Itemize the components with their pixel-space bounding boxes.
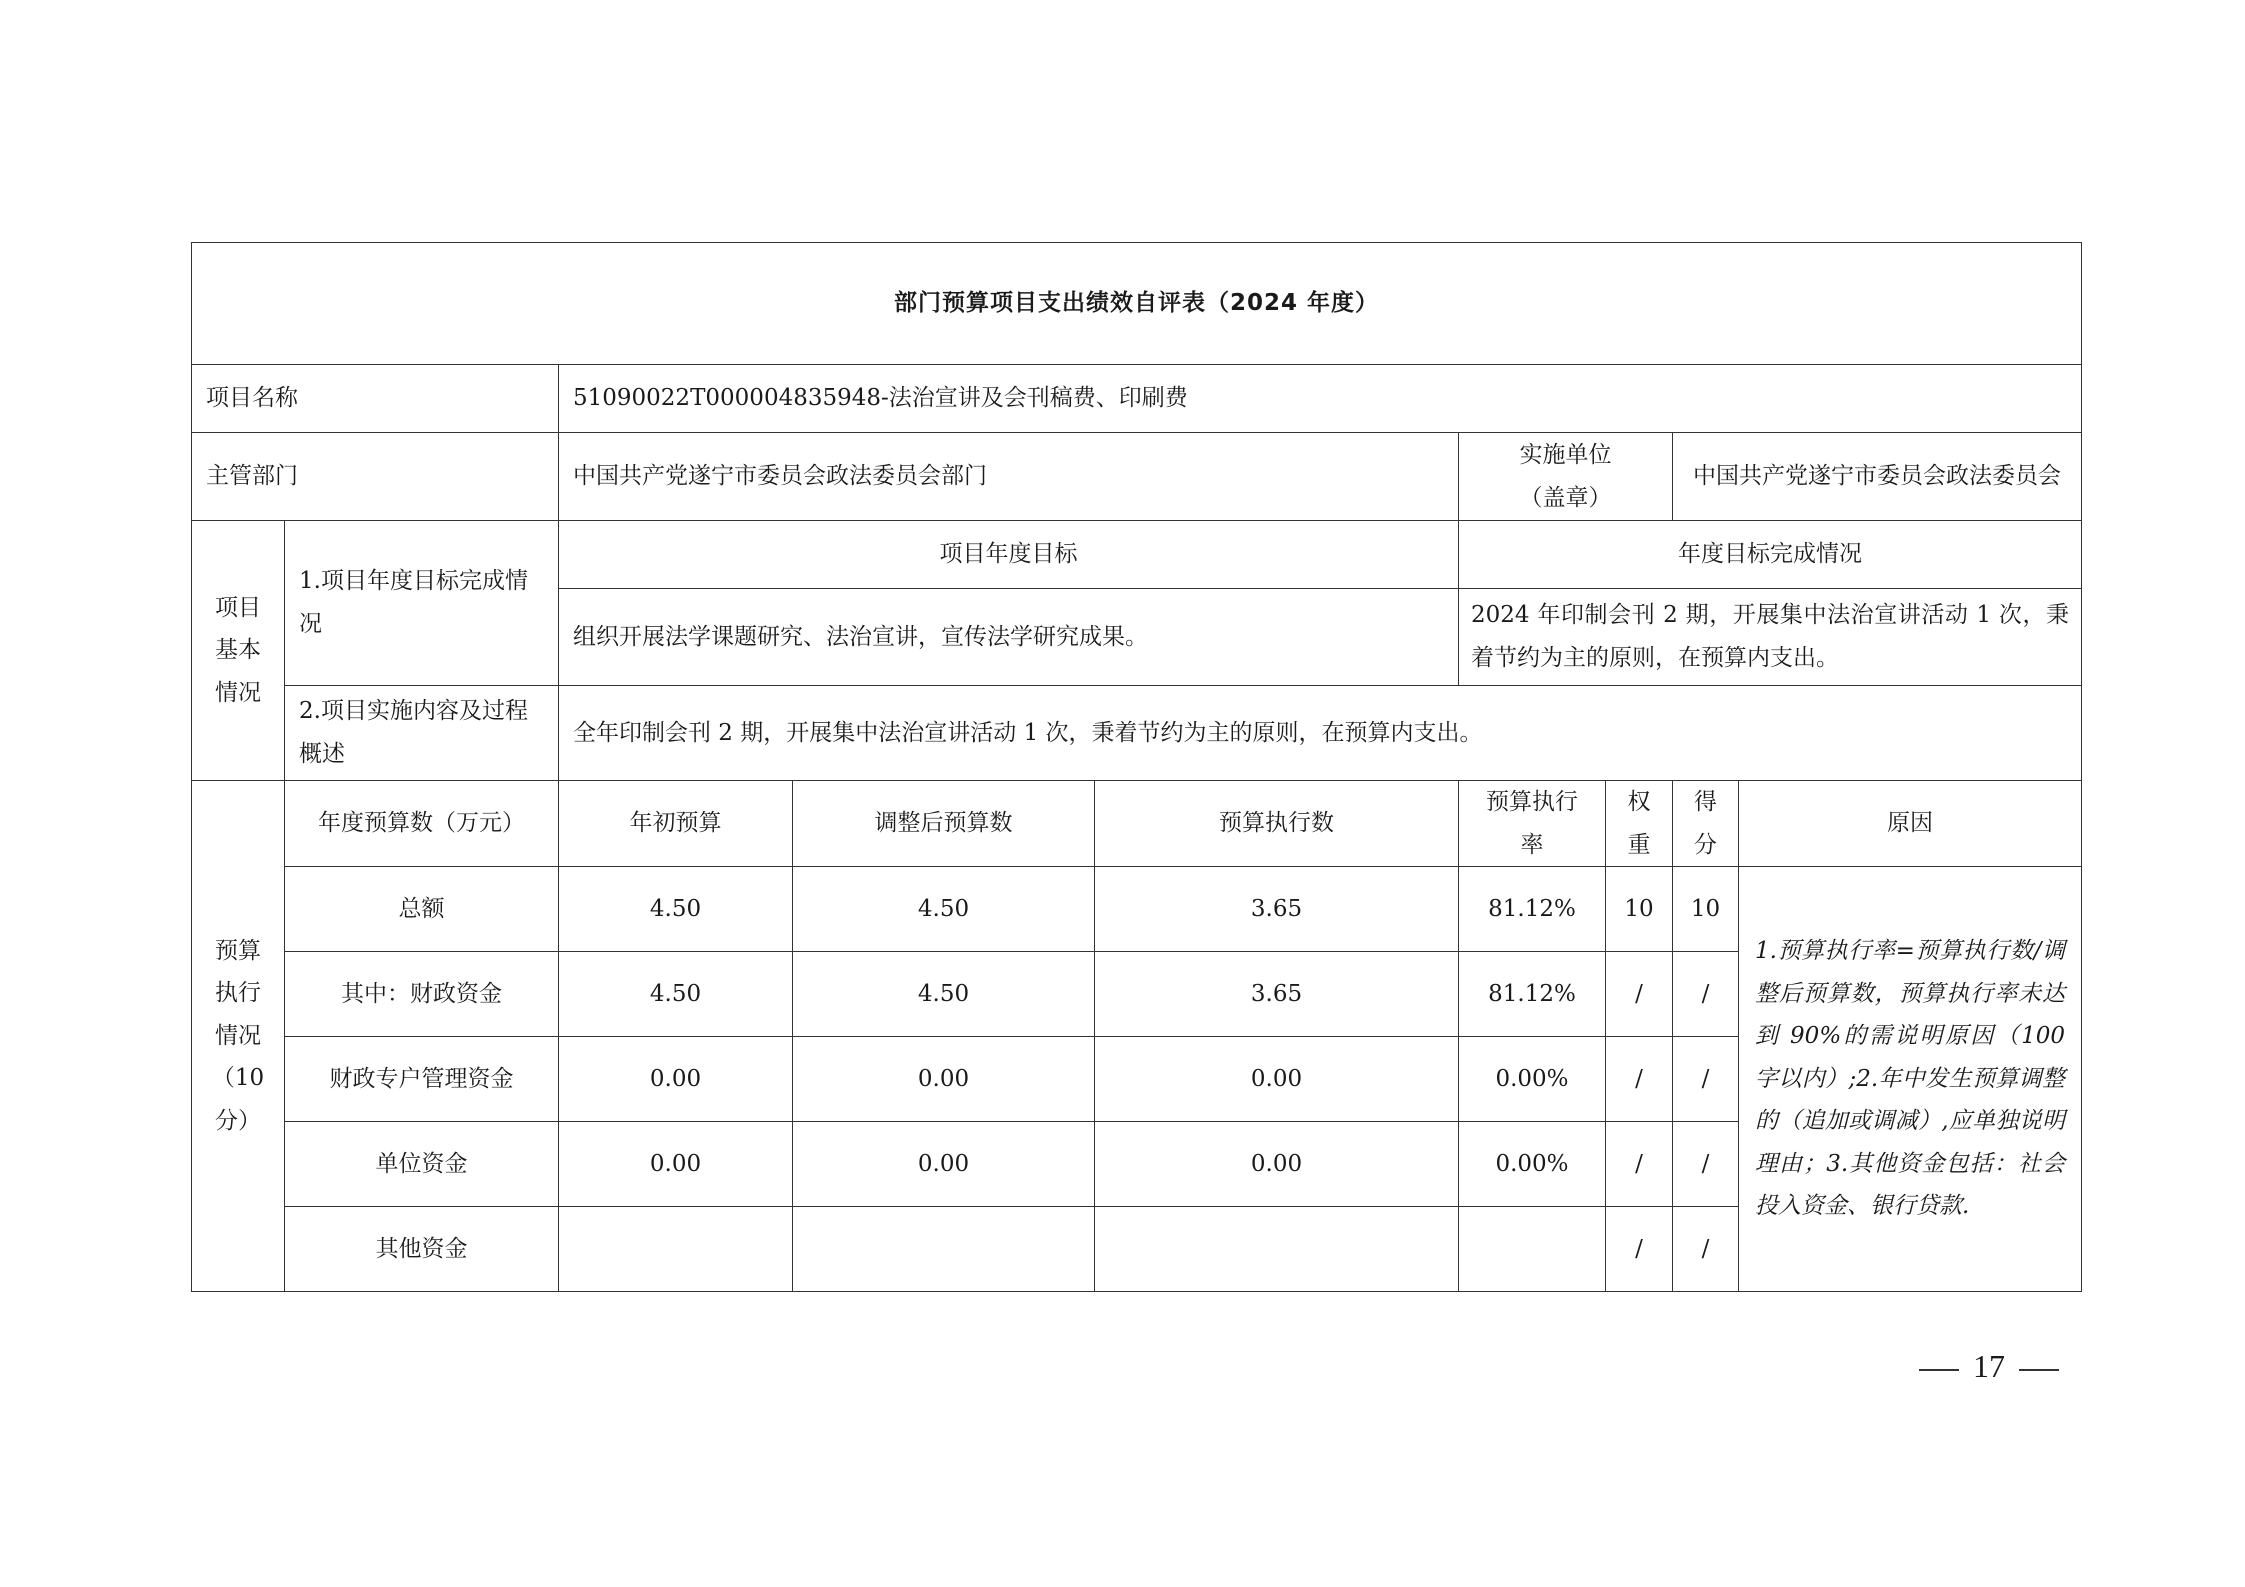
cell-rate: 0.00% <box>1459 1122 1606 1207</box>
row-label: 其他资金 <box>285 1207 559 1292</box>
row-label: 财政专户管理资金 <box>285 1037 559 1122</box>
cell-initial: 0.00 <box>559 1122 793 1207</box>
project-name-label: 项目名称 <box>192 365 559 433</box>
goal-completion-label: 1.项目年度目标完成情 况 <box>285 521 559 686</box>
reason-header: 原因 <box>1739 781 2082 867</box>
cell-initial: 0.00 <box>559 1037 793 1122</box>
adjusted-budget-header: 调整后预算数 <box>793 781 1095 867</box>
reason-note: 1.预算执行率=预算执行数/调整后预算数，预算执行率未达到 90%的需说明原因（100 字以内）;2.年中发生预算调整的（追加或调减）,应单独说明理由；3.其他资金包括：社会投入资金、银行贷款. <box>1739 867 2082 1292</box>
score-header: 得 分 <box>1673 781 1739 867</box>
completion-text: 2024 年印制会刊 2 期，开展集中法治宣讲活动 1 次，秉着节约为主的原则，在预算内支出。 <box>1459 589 2082 686</box>
annual-budget-header: 年度预算数（万元） <box>285 781 559 867</box>
cell-adjusted: 4.50 <box>793 952 1095 1037</box>
form-title: 部门预算项目支出绩效自评表（2024 年度） <box>192 243 2082 365</box>
table-row <box>192 867 2082 952</box>
cell-adjusted: 0.00 <box>793 1037 1095 1122</box>
cell-adjusted: 0.00 <box>793 1122 1095 1207</box>
cell-weight: / <box>1606 1122 1673 1207</box>
cell-rate <box>1459 1207 1606 1292</box>
row-label: 其中：财政资金 <box>285 952 559 1037</box>
row-label: 总额 <box>285 867 559 952</box>
cell-initial: 4.50 <box>559 952 793 1037</box>
execution-rate-header: 预算执行 率 <box>1459 781 1606 867</box>
page-dash-right <box>2019 1369 2059 1371</box>
cell-executed <box>1095 1207 1459 1292</box>
impl-content-label: 2.项目实施内容及过程 概述 <box>285 686 559 781</box>
cell-score: / <box>1673 1122 1739 1207</box>
cell-score: / <box>1673 952 1739 1037</box>
cell-weight: 10 <box>1606 867 1673 952</box>
dept-value: 中国共产党遂宁市委员会政法委员会部门 <box>559 433 1459 521</box>
performance-evaluation-table <box>191 242 2082 1292</box>
basic-section-label: 项目 基本 情况 <box>192 521 285 781</box>
weight-header: 权 重 <box>1606 781 1673 867</box>
cell-executed: 0.00 <box>1095 1037 1459 1122</box>
completion-header: 年度目标完成情况 <box>1459 521 2082 589</box>
cell-rate: 0.00% <box>1459 1037 1606 1122</box>
cell-rate: 81.12% <box>1459 867 1606 952</box>
cell-executed: 3.65 <box>1095 867 1459 952</box>
budget-section-label: 预算 执行 情况 （10 分） <box>192 781 285 1292</box>
cell-executed: 3.65 <box>1095 952 1459 1037</box>
cell-score: / <box>1673 1207 1739 1292</box>
row-label: 单位资金 <box>285 1122 559 1207</box>
cell-score: 10 <box>1673 867 1739 952</box>
cell-initial <box>559 1207 793 1292</box>
cell-weight: / <box>1606 1037 1673 1122</box>
cell-weight: / <box>1606 1207 1673 1292</box>
cell-initial: 4.50 <box>559 867 793 952</box>
initial-budget-header: 年初预算 <box>559 781 793 867</box>
executed-budget-header: 预算执行数 <box>1095 781 1459 867</box>
cell-adjusted <box>793 1207 1095 1292</box>
dept-label: 主管部门 <box>192 433 559 521</box>
project-name-value: 51090022T000004835948-法治宣讲及会刊稿费、印刷费 <box>559 365 2082 433</box>
impl-unit-value: 中国共产党遂宁市委员会政法委员会 <box>1673 433 2082 521</box>
cell-adjusted: 4.50 <box>793 867 1095 952</box>
goal-header: 项目年度目标 <box>559 521 1459 589</box>
cell-rate: 81.12% <box>1459 952 1606 1037</box>
page-number: 17 <box>1905 1348 2073 1385</box>
page-dash-left <box>1919 1369 1959 1371</box>
impl-content-text: 全年印制会刊 2 期，开展集中法治宣讲活动 1 次，秉着节约为主的原则，在预算内支出。 <box>559 686 2082 781</box>
cell-weight: / <box>1606 952 1673 1037</box>
cell-score: / <box>1673 1037 1739 1122</box>
cell-executed: 0.00 <box>1095 1122 1459 1207</box>
impl-unit-label: 实施单位 （盖章） <box>1459 433 1673 521</box>
goal-text: 组织开展法学课题研究、法治宣讲，宣传法学研究成果。 <box>559 589 1459 686</box>
